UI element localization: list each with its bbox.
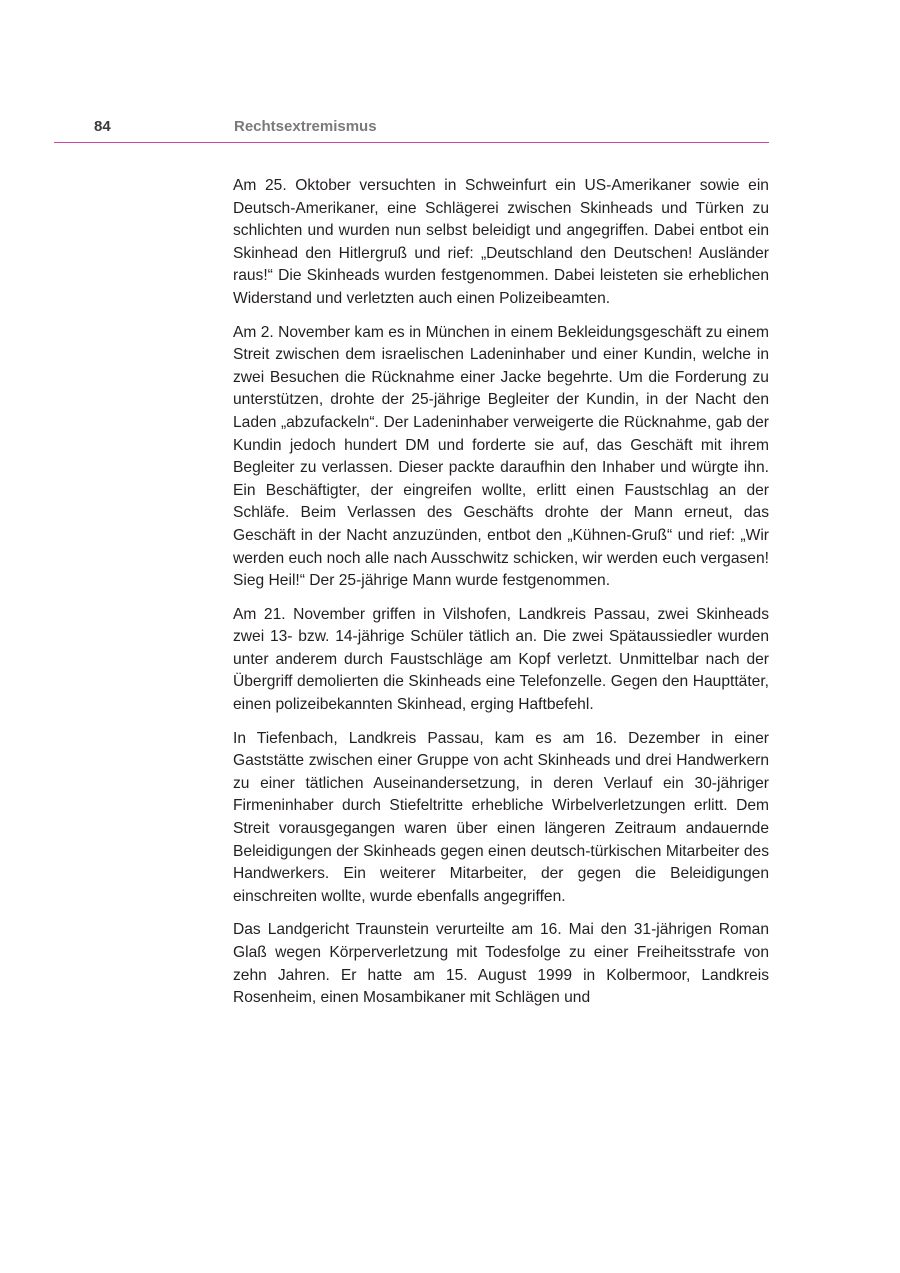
paragraph: Am 2. November kam es in München in einem Bekleidungsgeschäft zu einem Streit zwischen dem israelischen Ladeninhaber und einer Kundin, welche in zwei Besuchen die Rücknahme einer Jacke begehrte. Um die Forderung zu unterstützen, drohte der 25-jährige Begleiter der Kundin, in der Nacht den Laden „abzufackeln“. Der Ladeninhaber verweigerte die Rücknahme, gab der Kundin jedoch hundert DM und forderte sie auf, das Geschäft mit ihrem Begleiter zu verlassen. Dieser packte daraufhin den Inhaber und würgte ihn. Ein Beschäftigter, der eingreifen wollte, erlitt einen Faustschlag an der Schläfe. Beim Verlassen des Geschäfts drohte der Mann erneut, das Geschäft in der Nacht anzuzünden, entbot den „Kühnen-Gruß“ und rief: „Wir werden euch noch alle nach Ausschwitz schicken, wir werden euch vergasen! Sieg Heil!“ Der 25-jährige Mann wurde festgenommen. — [233, 323, 769, 590]
body-text — [233, 175, 769, 1021]
running-title: Rechtsextremismus — [234, 118, 377, 135]
paragraph: Am 25. Oktober versuchten in Schweinfurt ein US-Amerikaner sowie ein Deutsch-Amerikaner, eine Schlägerei zwischen Skinheads und Türken zu schlichten und wurden nun selbst beleidigt und angegriffen. Dabei entbot ein Skinhead den Hitlergruß und rief: „Deutschland den Deutschen! Ausländer raus!“ Die Skinheads wurden festgenommen. Dabei leisteten sie erheblichen Widerstand und verletzten auch einen Polizeibeamten. — [233, 177, 769, 307]
paragraph: In Tiefenbach, Landkreis Passau, kam es am 16. Dezember in einer Gaststätte zwischen einer Gruppe von acht Skinheads und drei Handwerkern zu einer tätlichen Auseinandersetzung, in deren Verlauf ein 30-jähriger Firmeninhaber durch Stiefeltritte erhebliche Wirbelverletzungen erlitt. Dem Streit vorausgegangen waren über einen längeren Zeitraum andauernde Beleidigungen der Skinheads gegen einen deutsch-türkischen Mitarbeiter des Handwerkers. Ein weiterer Mitarbeiter, der gegen die Beleidigungen einschreiten wollte, wurde ebenfalls angegriffen. — [233, 729, 769, 905]
paragraph: Das Landgericht Traunstein verurteilte am 16. Mai den 31-jährigen Roman Glaß wegen Körperverletzung mit Todesfolge zu einer Freiheitsstrafe von zehn Jahren. Er hatte am 15. August 1999 in Kolbermoor, Landkreis Rosenheim, einen Mosambikaner mit Schlägen und — [233, 921, 769, 1007]
page-header — [54, 116, 769, 143]
page-number: 84 — [94, 118, 111, 135]
paragraph: Am 21. November griffen in Vilshofen, Landkreis Passau, zwei Skinheads zwei 13- bzw. 14-jährige Schüler tätlich an. Die zwei Spätaussiedler wurden unter anderem durch Faustschläge am Kopf verletzt. Unmittelbar nach der Übergriff demolierten die Skinheads eine Telefonzelle. Gegen den Haupttäter, einen polizeibekannten Skinhead, erging Haftbefehl. — [233, 605, 769, 714]
